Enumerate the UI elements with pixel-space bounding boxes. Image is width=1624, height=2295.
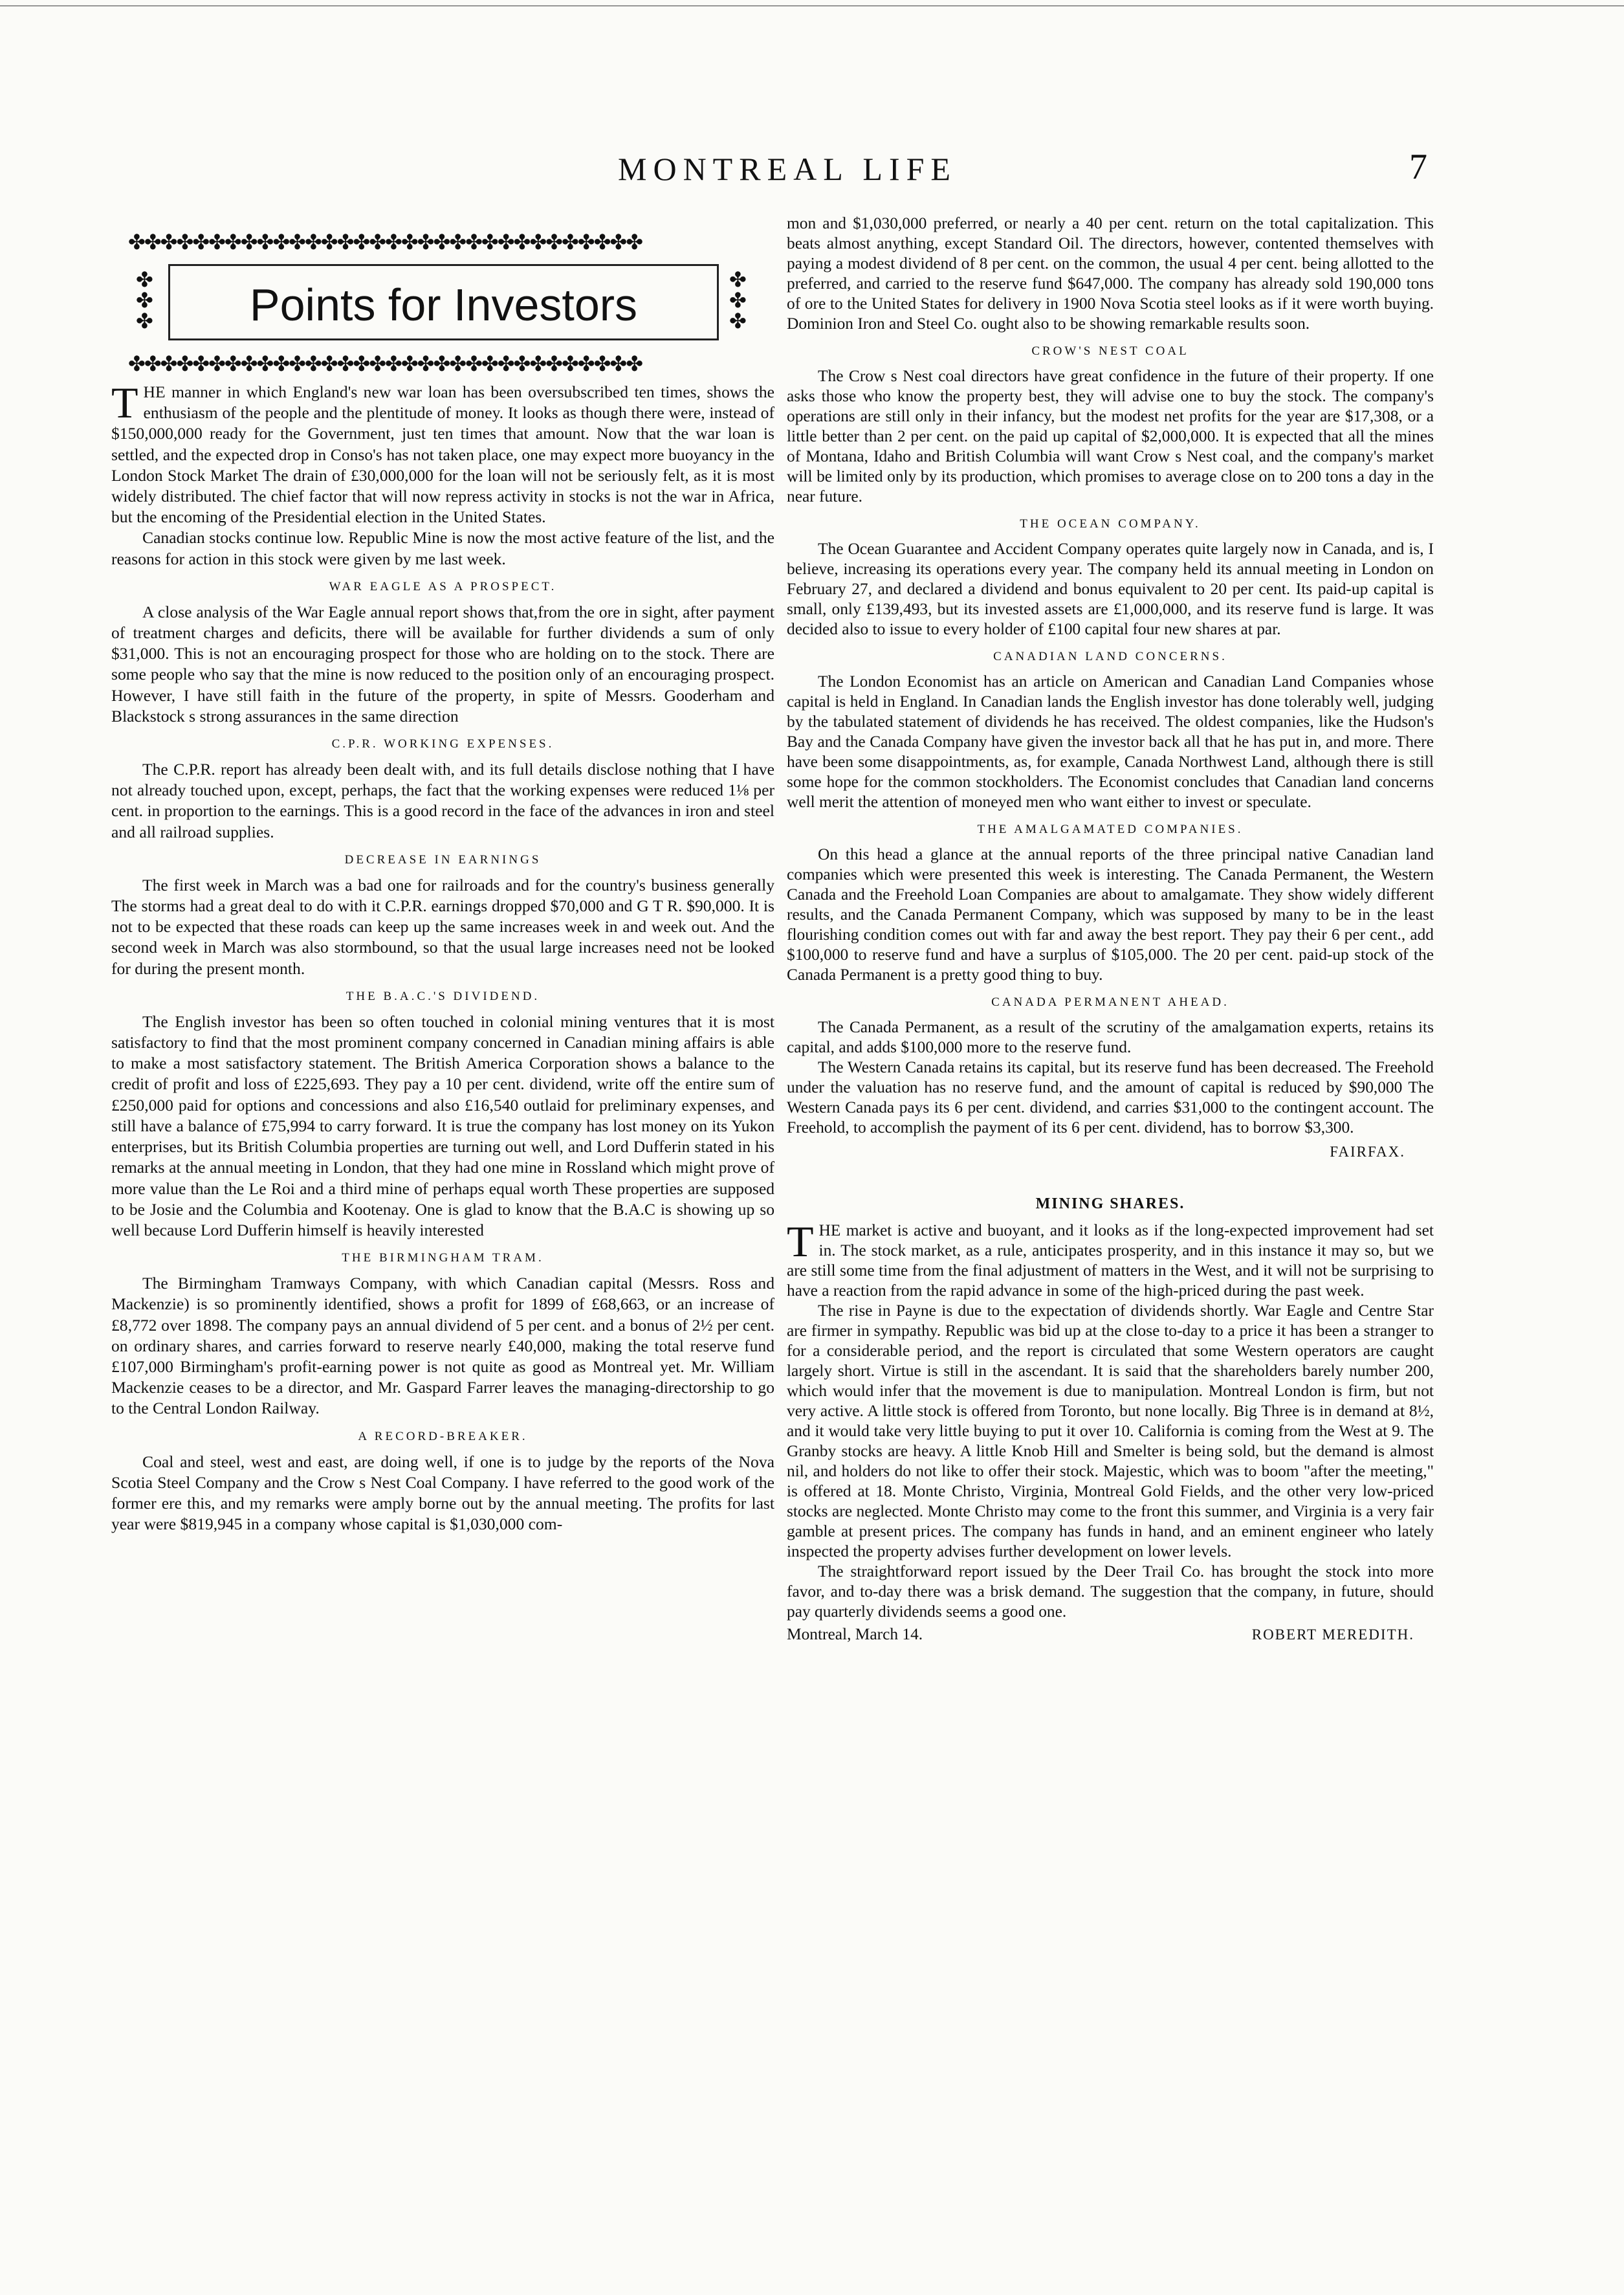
section-text-birmingham: The Birmingham Tramways Company, with which Canadian capital (Messrs. Ross and Mackenzie) is so prominently identified, shows a profit for 1899 of £68,663, or an increase of £8,772 over 1898. The company pays an annual dividend of 5 per cent. and a bonus of 2½ per cent. on ordinary shares, and carries forward to reserve nearly £40,000, making the total reserve fund £107,000 Birmingham's profit-earning power is not quite as good as Montreal yet. Mr. William Mackenzie ceases to be a director, and Mr. Gaspard Farrer leaves the managing-directorship to go to the Central London Railway. <box>111 1274 774 1418</box>
section-text-permanent-2: The Western Canada retains its capital, but its reserve fund has been decreased. The Freehold under the valuation has no reserve fund, and the amount of capital is reduced by $90,000 The Western Canada pays its 6 per cent. dividend, and carries $31,000 to the contingent account. The Freehold, to accomplish the payment of its 6 per cent. dividend, has to borrow $3,300. <box>787 1058 1434 1136</box>
section-heading-earnings: DECREASE IN EARNINGS <box>344 852 542 867</box>
section-text-earnings: The first week in March was a bad one for railroads and for the country's business generally The storms had a great deal to do with it C.P.R. earnings dropped $70,000 and G T R. $90,000. It is not to be expected that these roads can keep up the same increases week in and week out. And the second week in March was also stormbound, so that the usual large increases need not be looked for during the present month. <box>111 875 774 978</box>
section-heading-bac: THE B.A.C.'S DIVIDEND. <box>346 989 540 1003</box>
section-heading-war-eagle: WAR EAGLE AS A PROSPECT. <box>329 579 557 593</box>
section-text-cpr: The C.P.R. report has already been dealt with, and its full details disclose nothing that I have not already touched upon, except, perhaps, the fact that the working expenses were reduced 1⅛ per cent. in proportion to the earnings. This is a good record in the face of the advances in iron and steel and all railroad supplies. <box>111 760 774 841</box>
right-column <box>787 214 1434 1645</box>
mining-shares-heading: MINING SHARES. <box>1035 1195 1185 1212</box>
section-text-war-eagle: A close analysis of the War Eagle annual report shows that,from the ore in sight, after payment of treatment charges and deficits, there will be available for further dividends a sum of only $31,000. This is not an encouraging prospect for those who are holding on to the stock. There are some people who say that the mine is now reduced to the position only of an encouraging prospect. However, I have still faith in the future of the property, in spite of Messrs. Gooderham and Blackstock s strong assurances in the same direction <box>111 602 774 726</box>
dateline: Montreal, March 14. <box>787 1625 923 1643</box>
section-heading-ocean: THE OCEAN COMPANY. <box>1020 517 1201 531</box>
ornament-border-top: ✤✤✤✤✤✤✤✤✤✤✤✤✤✤✤✤✤✤✤✤✤✤✤✤✤✤✤✤✤✤✤✤ <box>128 232 642 252</box>
intro-paragraph-2: Canadian stocks continue low. Republic Mine is now the most active feature of the list, and the reasons for action in this stock were given by me last week. <box>111 528 774 568</box>
section-heading-land: CANADIAN LAND CONCERNS. <box>993 650 1227 663</box>
section-text-crows-nest: The Crow s Nest coal directors have great confidence in the future of their property. If one asks those who know the property best, they will advise one to buy the stock. The company's operations are still only in their infancy, but the modest net profits for the year are $17,308, or a little better than 2 per cent. on the paid up capital of $2,000,000. It is expected that all the mines of Montana, Idaho and British Columbia will want Crow s Nest coal, and the company's market will be limited only by its production, which promises to average close on to 200 tons a day in the near future. <box>787 367 1434 505</box>
signature-meredith: ROBERT MEREDITH. <box>1251 1626 1414 1643</box>
signature-fairfax: FAIRFAX. <box>1330 1144 1405 1160</box>
ornament-border-bottom: ✤✤✤✤✤✤✤✤✤✤✤✤✤✤✤✤✤✤✤✤✤✤✤✤✤✤✤✤✤✤✤✤ <box>128 353 642 374</box>
mining-paragraph-2: The rise in Payne is due to the expectation of dividends shortly. War Eagle and Centre Star are firmer in sympathy. Republic was bid up at the close to-day to a price it has been a stranger to for a considerable period, and the report is circulated that some Western operators are caught largely short. Virtue is still in the ascendant. It is said that the shareholders barely number 200, which would infer that the movement is due to manipulation. Montreal London is firm, but not very active. A little stock is offered from Toronto, but none locally. Big Three is in demand at 8½, and it would take very little buying to put it over 10. California is coming from the West at 9. The Granby stocks are heavy. A little Knob Hill and Smelter is being sold, but the demand is almost nil, and holders do not like to offer their stock. Majestic, which was to boom "after the meeting," is offered at 18. Monte Christo, Virginia, Montreal Gold Fields, and the other very low-priced stocks are neglected. Monte Christo may come to the front this summer, and Virginia is a very fair gamble at present prices. The company has funds in hand, and an eminent engineer who lately inspected the property advises further development on lower levels. <box>787 1302 1434 1560</box>
top-rule <box>0 5 1624 6</box>
drop-cap-mining: T <box>787 1217 814 1266</box>
running-title: MONTREAL LIFE <box>618 151 957 187</box>
feature-title: Points for Investors <box>249 280 638 330</box>
section-text-land: The London Economist has an article on American and Canadian Land Companies whose capital is held in England. In Canadian lands the English investor has done tolerably well, judging by the tabulated statement of dividends he has received. The oldest companies, like the Hudson's Bay and the Canada Company have given the investor back all that he has put in, and more. There have been some disappointments, as, for example, Canada Northwest Land, although there is still some hope for the common stockholders. The Economist concludes that Canadian land concerns well merit the attention of moneyed men who want either to invest or speculate. <box>787 672 1434 811</box>
section-text-amalgamated: On this head a glance at the annual reports of the three principal native Canadian land companies which were presented this week is interesting. The Canada Permanent, the Western Canada and the Freehold Loan Companies are about to amalgamate. They show widely different results, and the Canada Permanent Company, which was supposed by many to be in the least flourishing condition comes out with far and away the best report. They pay their 6 per cent., add $100,000 to reserve fund and have a surplus of $105,000. The 20 per cent. paid-up stock of the Canada Permanent is a pretty good thing to buy. <box>787 845 1434 984</box>
intro-paragraph: THE manner in which England's new war loan has been oversubscribed ten times, shows the enthusiasm of the people and the plentitude of money. It looks as though there were, instead of $150,000,000 ready for the Government, just ten times that amount. Now that the war loan is settled, and the expected drop in Conso's has not taken place, one may expect more buoyancy in the London Stock Market The drain of £30,000,000 for the loan will not be seriously felt, as it is most widely distributed. The chief factor that will now repress activity in stocks is not the war in Africa, but the encoming of the Presidential election in the United States. <box>111 378 774 527</box>
drop-cap: T <box>111 378 138 427</box>
mining-paragraph-3: The straightforward report issued by the Deer Trail Co. has brought the stock into more favor, and to-day there was a brisk demand. The suggestion that the company, in future, should pay quarterly dividends seems a good one. <box>787 1562 1434 1621</box>
mining-paragraph-1: THE market is active and buoyant, and it looks as if the long-expected improvement had set in. The stock market, as a rule, anticipates prosperity, and in this instance it may so, but we are still some time from the final adjustment of matters in the West, and it will not be surprising to have a reaction from the rapid advance in some of the high-priced during the past week. <box>787 1217 1434 1300</box>
feature-title-box <box>128 224 759 381</box>
section-heading-amalgamated: THE AMALGAMATED COMPANIES. <box>977 823 1244 836</box>
section-text-ocean: The Ocean Guarantee and Accident Company operates quite largely now in Canada, and is, I believe, increasing its operations every year. The company held its annual meeting in London on February 27, and declared a dividend and bonus equivalent to 20 per cent. Its paid-up capital is small, only £139,493, but its invested assets are £1,000,000, and its reserve fund is large. It was decided also to issue to every holder of £100 capital four new shares at par. <box>787 540 1434 638</box>
section-heading-record: A RECORD-BREAKER. <box>358 1429 528 1443</box>
ornament-border-left: ✤✤✤ <box>136 269 152 333</box>
left-column <box>111 378 774 1535</box>
section-heading-cpr: C.P.R. WORKING EXPENSES. <box>331 737 554 751</box>
section-heading-permanent: CANADA PERMANENT AHEAD. <box>991 995 1229 1009</box>
continuation-text: mon and $1,030,000 preferred, or nearly a 40 per cent. return on the total capitalization. This beats almost anything, except Standard Oil. The directors, however, contented themselves with paying a modest dividend of 8 per cent. on the common, the usual 4 per cent. being allotted to the preferred, and carried to the reserve fund $647,000. The company has already sold 190,000 tons of ore to the United States for delivery in 1900 Nova Scotia steel looks as if it were worth buying. Dominion Iron and Steel Co. ought also to be showing remarkable results soon. <box>787 214 1434 333</box>
section-text-bac: The English investor has been so often touched in colonial mining ventures that it is most satisfactory to find that the most prominent company concerned in Canadian mining affairs is able to make a most satisfactory statement. The British America Corporation shows a balance to the credit of profit and loss of £225,693. They pay a 10 per cent. dividend, write off the entire sum of £250,000 paid for options and concessions and also £16,540 outlaid for preliminary expenses, and still have a balance of £75,994 to carry forward. It is true the company has lost money on its Yukon enterprises, but its British Columbia properties are turning out well, and Lord Dufferin stated in his remarks at the annual meeting in London, that they had one mine in Rossland which might prove of more value than the Le Roi and a third mine of perhaps equal worth These properties are supposed to be Josie and the Columbia and Kootenay. One is glad to know that the B.A.C is showing up so well because Lord Dufferin himself is heavily interested <box>111 1012 774 1239</box>
section-text-record: Coal and steel, west and east, are doing well, if one is to judge by the reports of the Nova Scotia Steel Company and the Crow s Nest Coal Company. I have referred to the good work of the former ere this, and my remarks were amply borne out by the annual meeting. The profits for last year were $819,945 in a company whose capital is $1,030,000 com- <box>111 1452 774 1534</box>
section-heading-birmingham: THE BIRMINGHAM TRAM. <box>342 1251 544 1265</box>
dateline-row <box>787 1624 1434 1645</box>
page-number: 7 <box>1409 147 1427 187</box>
section-text-permanent-1: The Canada Permanent, as a result of the scrutiny of the amalgamation experts, retains its capital, and adds $100,000 more to the reserve fund. <box>787 1018 1434 1056</box>
section-heading-crows-nest: CROW'S NEST COAL <box>1031 344 1189 358</box>
ornament-border-right: ✤✤✤ <box>729 269 745 333</box>
